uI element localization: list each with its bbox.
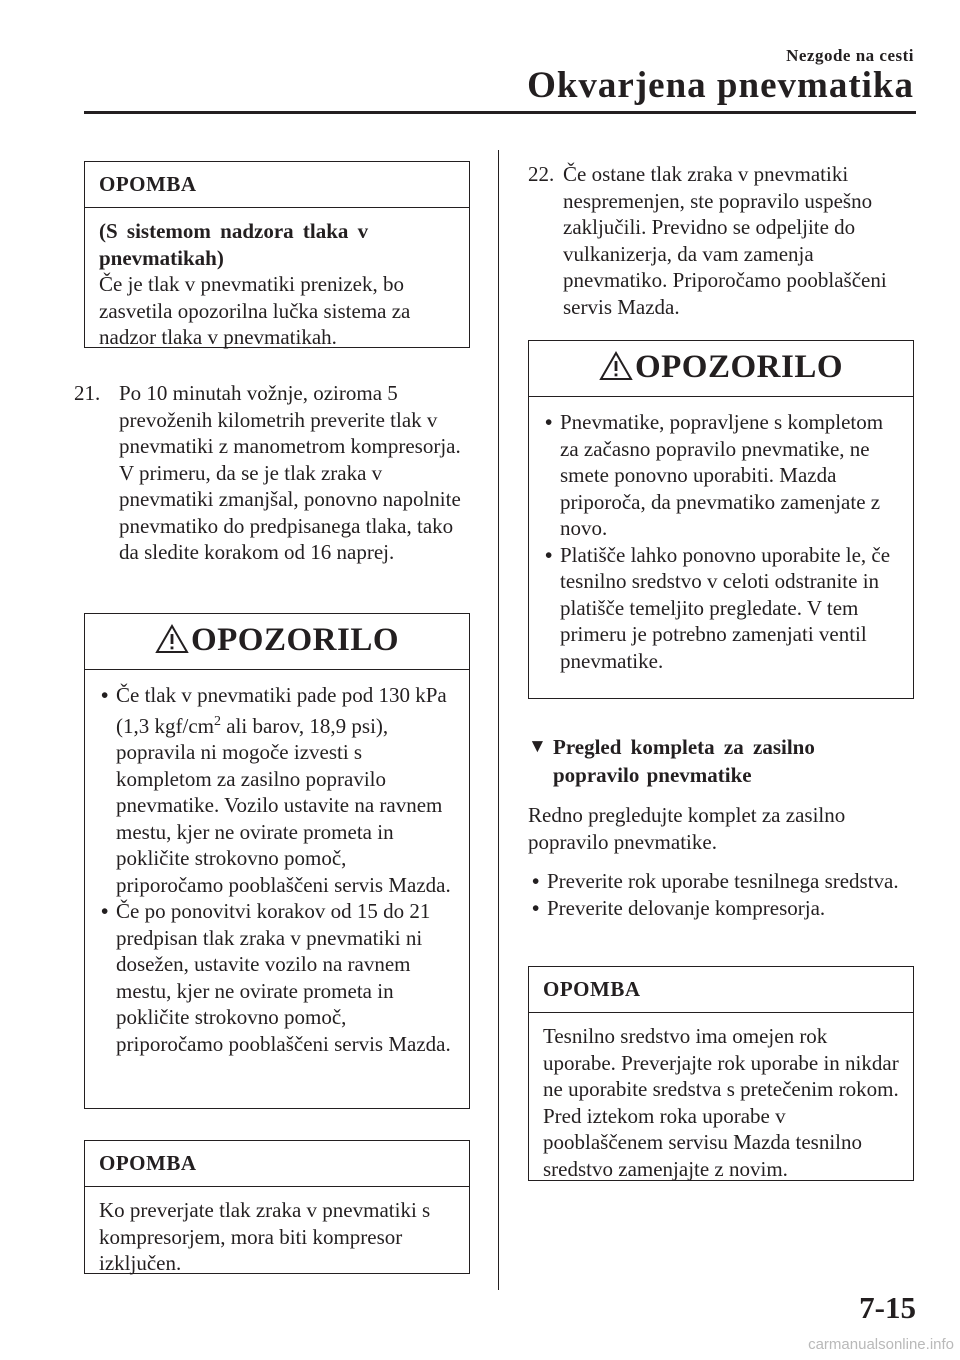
bullet-dot: • [101, 683, 109, 707]
warning-box-2 [528, 340, 914, 699]
step-22 [528, 161, 913, 320]
superscript: 2 [213, 713, 221, 729]
warning-heading-label: OPOZORILO [190, 622, 400, 658]
note-box-tpms [84, 161, 470, 348]
intro-paragraph: Redno pregledujte komplet za zasilno popravilo pnevmatike. [528, 803, 846, 854]
column-divider [498, 150, 499, 1290]
section-header: Nezgode na cesti [786, 46, 914, 65]
section-heading-line: popravilo pnevmatike [553, 763, 752, 787]
step-21 [74, 380, 474, 566]
step-text: Če ostane tlak zraka v pnevmatiki nespremenjen, ste popravilo uspešno zaključili. Previdno se odpeljite do vulkanizerja, da vam zamenja pnevmatiko. Priporočamo pooblaščeni servis Mazda. [563, 162, 887, 319]
warning-triangle-icon [599, 351, 633, 381]
note-bold-line: (S sistemom nadzora tlaka v [99, 219, 369, 243]
bullet-dot: • [532, 895, 540, 920]
section-arrow-icon: ▼ [528, 736, 547, 757]
warning-body [529, 397, 913, 684]
warning-box-1 [84, 613, 470, 1109]
step-number: 21. [74, 381, 101, 405]
bullet-dot: • [545, 410, 553, 434]
warning-triangle-icon [155, 624, 189, 654]
warning-bullet [543, 409, 899, 542]
check-list [530, 868, 900, 921]
warning-bullet [543, 542, 899, 675]
note-box-compressor [84, 1140, 470, 1274]
bullet-dot: • [101, 899, 109, 923]
note-bold-line: pnevmatikah) [99, 245, 224, 270]
note-text: Ko preverjate tlak zraka v pnevmatiki s kompresorjem, mora biti kompresor izključen. [99, 1198, 431, 1275]
bullet-text: Pnevmatike, popravljene s kompletom za začasno popravilo pnevmatike, ne smete ponovno uporabiti. Mazda priporoča, da pnevmatiko zamenjate z novo. [560, 410, 884, 540]
note-heading: OPOMBA [85, 162, 469, 208]
bullet-text: Če po ponovitvi korakov od 15 do 21 predpisan tlak zraka v pnevmatiki ni dosežen, ustavite vozilo na ravnem mestu, kjer ne ovirate prometa in pokličite strokovno pomoč, priporočamo pooblaščeni servis Mazda. [116, 899, 451, 1056]
section-heading-line: Pregled kompleta za zasilno [553, 735, 815, 759]
section-heading [528, 733, 918, 789]
note-body [85, 208, 469, 361]
note-box-sealant [528, 966, 914, 1181]
bullet-text: Če tlak v pnevmatiki pade pod 130 kPa (1,3 kgf/cm [116, 683, 447, 738]
header-rule [84, 111, 916, 114]
step-number: 22. [528, 162, 555, 186]
warning-bullet [99, 682, 455, 898]
list-item-text: Preverite rok uporabe tesnilnega sredstva. [547, 869, 899, 893]
note-heading: OPOMBA [529, 967, 913, 1013]
page-number: 7-15 [859, 1290, 916, 1325]
watermark: carmanualsonline.info [808, 1336, 954, 1353]
note-heading: OPOMBA [85, 1141, 469, 1187]
list-item-text: Preverite delovanje kompresorja. [547, 895, 826, 920]
bullet-dot: • [545, 542, 553, 567]
warning-heading-label: OPOZORILO [634, 349, 844, 385]
bullet-dot: • [532, 869, 540, 893]
bullet-text: Platišče lahko ponovno uporabite le, če tesnilno sredstvo v celoti odstranite in platišče temeljito pregledate. V tem primeru je potrebno zamenjati ventil pnevmatike. [560, 542, 891, 673]
list-item [530, 895, 900, 922]
step-text: Po 10 minutah vožnje, oziroma 5 prevoženih kilometrih preverite tlak v pnevmatiki z manometrom kompresorja. V primeru, da se je tlak zraka v pnevmatiki zmanjšal, ponovno napolnite pnevmatiko do predpisanega tlaka, tako da sledite korakom od 16 naprej. [119, 381, 461, 564]
list-item [530, 868, 900, 895]
note-text: Tesnilno sredstvo ima omejen rok uporabe. Preverjajte rok uporabe in nikdar ne uporabite sredstva s pretečenim rokom. Pred iztekom roka uporabe v pooblaščenem servisu Mazda tesnilno sredstvo zamenjajte z novim. [543, 1024, 899, 1181]
page-title: Okvarjena pnevmatika [527, 65, 914, 106]
warning-heading [529, 341, 913, 397]
note-text: Če je tlak v pnevmatiki prenizek, bo zasvetila opozorilna lučka sistema za nadzor tlaka v pnevmatikah. [99, 272, 411, 349]
warning-bullet [99, 898, 455, 1057]
bullet-text: ali barov, 18,9 psi), popravila ni mogoče izvesti s kompletom za zasilno popravilo pnevmatike. Vozilo ustavite na ravnem mestu, kjer ne ovirate prometa in pokličite strokovno pomoč, priporočamo pooblaščeni servis Mazda. [116, 713, 451, 897]
warning-heading [85, 614, 469, 670]
warning-body [85, 670, 469, 1067]
